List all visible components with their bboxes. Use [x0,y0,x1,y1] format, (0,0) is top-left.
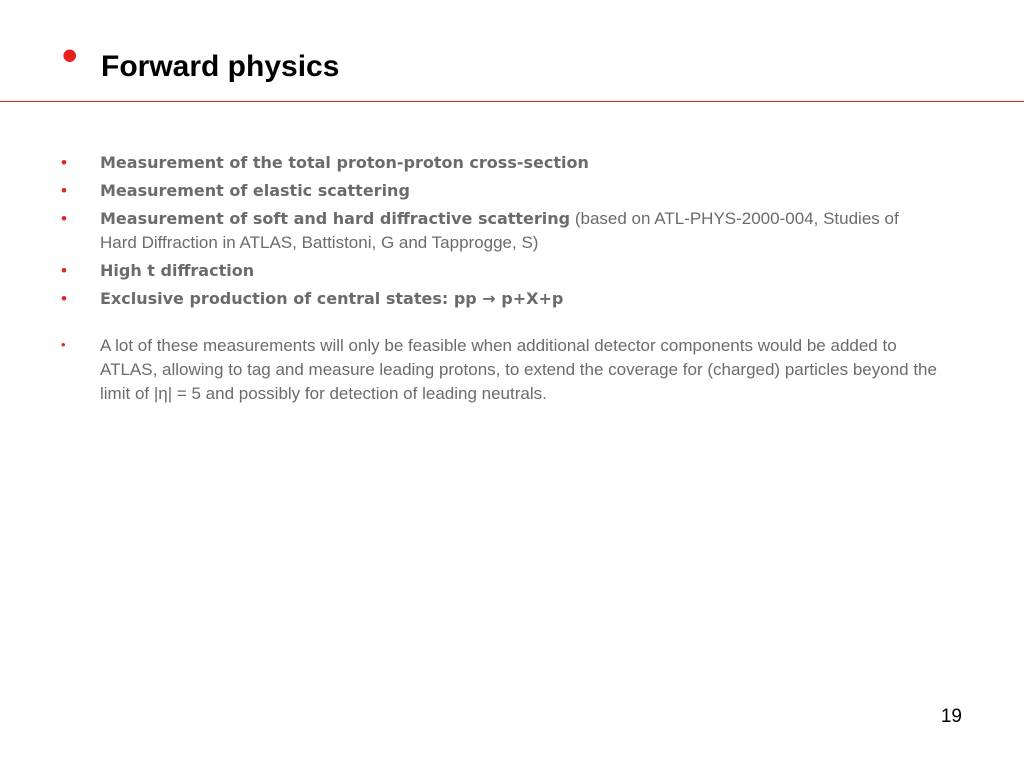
note-bullet-icon: • [61,337,66,352]
slide-content [58,151,938,406]
bullet-icon: • [61,261,67,280]
bullet-list [58,151,938,311]
bullet-heading: Measurement of soft and hard diffractive scattering [100,209,571,228]
list-item [58,259,938,283]
list-item [58,151,938,175]
bullet-icon: • [61,209,67,228]
bullet-detail: (based on ATL-PHYS-2000-004, Studies of Hard Diffraction in ATLAS, Battistoni, G and Tapprogge, S) [100,209,899,252]
bullet-heading: Measurement of elastic scattering [100,181,410,200]
bullet-icon: • [61,153,67,172]
bullet-heading: High t diffraction [100,261,255,280]
page-number: 19 [940,706,962,727]
bullet-heading: Exclusive production of central states: pp → p+X+p [100,289,564,308]
bullet-icon: • [61,289,67,308]
list-item [58,207,938,255]
list-item [58,179,938,203]
note-list [58,334,938,406]
title-divider [0,101,1024,102]
note-text: A lot of these measurements will only be feasible when additional detector components would be added to ATLAS, allowing to tag and measure leading protons, to extend the coverage for (charged) particles beyond the limit of |η| = 5 and possibly for detection of leading neutrals. [100,336,937,403]
slide-title: Forward physics [101,50,340,83]
bullet-icon: • [61,181,67,200]
note-item [58,334,938,406]
bullet-heading: Measurement of the total proton-proton cross-section [100,153,589,172]
list-item [58,287,938,311]
title-bullet-icon: • [62,31,78,80]
